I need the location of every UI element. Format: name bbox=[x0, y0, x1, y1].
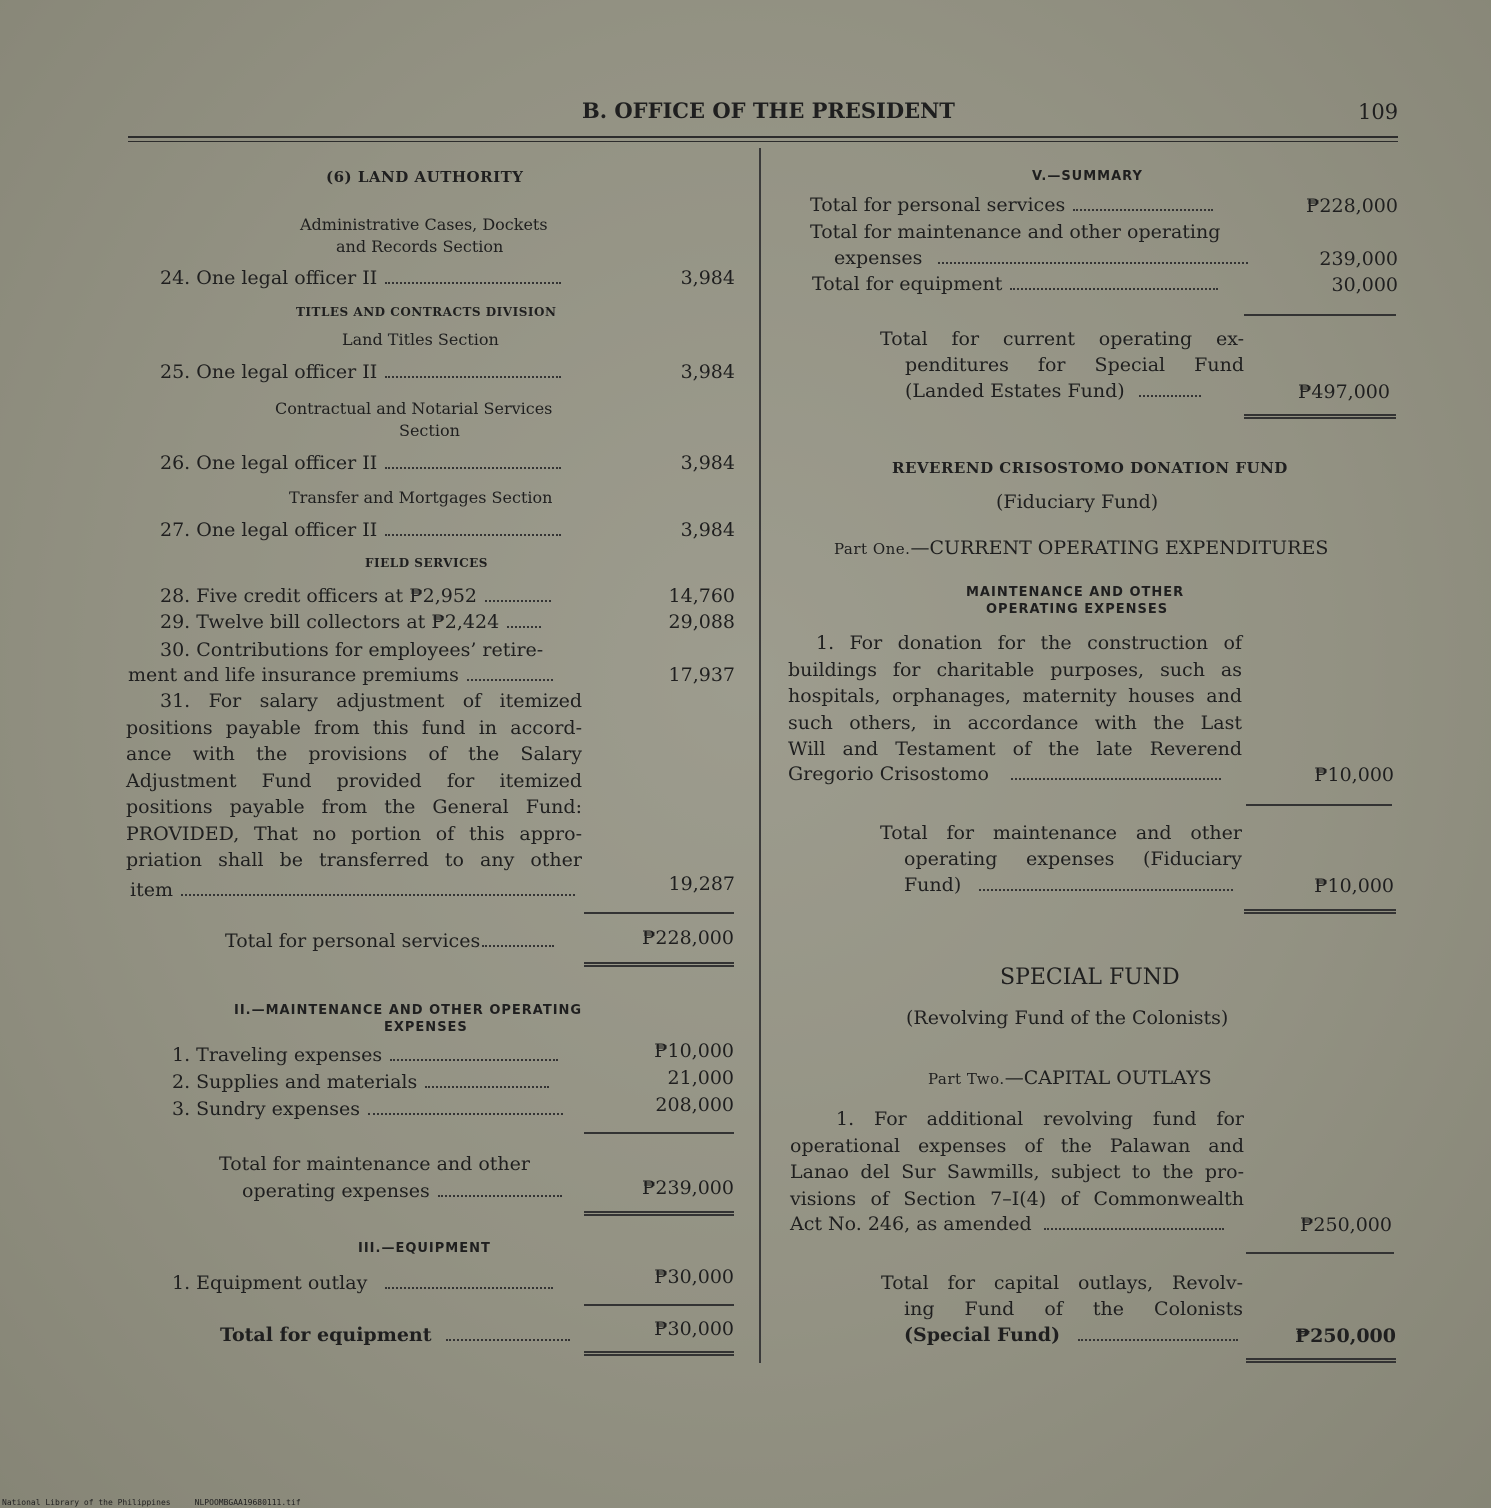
item-31-last: item bbox=[130, 879, 575, 901]
mooe-item-supplies: 2. Supplies and materials bbox=[172, 1071, 549, 1093]
division-titles-contracts: TITLES AND CONTRACTS DIVISION bbox=[296, 305, 557, 319]
item-25-amount: 3,984 bbox=[680, 361, 735, 383]
mooe-heading-cont: EXPENSES bbox=[384, 1020, 468, 1035]
subsection-admin-cases-cont: and Records Section bbox=[336, 237, 504, 256]
summary-equipment: Total for equipment bbox=[812, 273, 1218, 295]
summary-total-line1: Total for current operating ex- bbox=[880, 328, 1244, 350]
rule-before-summary-total bbox=[1244, 314, 1396, 316]
summary-personal-amount: ₱228,000 bbox=[1306, 195, 1398, 217]
special-fund-heading: SPECIAL FUND bbox=[1000, 965, 1180, 990]
total-capital-line2: ing Fund of the Colonists bbox=[904, 1298, 1243, 1320]
subsection-contractual: Contractual and Notarial Services bbox=[275, 399, 553, 418]
donation-text: 1. For donation for the construction of buildings for charitable purposes, such as hospitals, orphanages, maternity houses and such others, in accordance with the Last Will and Testament of the late Reverend bbox=[788, 632, 1242, 760]
fiduciary-mooe-heading: MAINTENANCE AND OTHER bbox=[966, 585, 1185, 600]
summary-total-line3: (Landed Estates Fund) bbox=[905, 380, 1201, 402]
donation-last: Gregorio Crisostomo bbox=[788, 763, 1221, 785]
double-rule-fiduciary bbox=[1244, 909, 1396, 914]
subsection-land-titles: Land Titles Section bbox=[342, 330, 499, 349]
mooe-item-sundry: 3. Sundry expenses bbox=[172, 1098, 563, 1120]
section-title-land-authority: (6) LAND AUTHORITY bbox=[326, 168, 524, 186]
summary-mooe-line2: expenses bbox=[834, 247, 1248, 269]
total-capital-line1: Total for capital outlays, Revolv- bbox=[881, 1272, 1243, 1294]
donation-amount: ₱10,000 bbox=[1314, 764, 1394, 786]
rule-before-total-personal bbox=[584, 912, 734, 914]
fund-subtitle-fiduciary: (Fiduciary Fund) bbox=[996, 491, 1159, 513]
total-fiduciary-line3: Fund) bbox=[904, 874, 1233, 896]
division-field-services: FIELD SERVICES bbox=[365, 556, 488, 570]
total-equipment: Total for equipment bbox=[220, 1324, 570, 1346]
subsection-transfer-mortgages: Transfer and Mortgages Section bbox=[289, 488, 553, 507]
part-two-heading: Part Two.—CAPITAL OUTLAYS bbox=[928, 1067, 1212, 1089]
item-24: 24. One legal officer II bbox=[160, 267, 561, 289]
mooe-item-supplies-amount: 21,000 bbox=[667, 1067, 734, 1089]
part-one-heading: Part One.—CURRENT OPERATING EXPENDITURES bbox=[834, 537, 1329, 559]
double-rule-equipment bbox=[584, 1351, 734, 1356]
mooe-item-sundry-amount: 208,000 bbox=[655, 1094, 734, 1116]
page-number: 109 bbox=[1358, 100, 1399, 124]
mooe-item-traveling: 1. Traveling expenses bbox=[172, 1044, 558, 1066]
item-30-amount: 17,937 bbox=[668, 664, 735, 686]
scan-caption: National Library of the Philippines NLPOOMBGAA19680111.tif bbox=[2, 1498, 301, 1507]
summary-equipment-amount: 30,000 bbox=[1331, 274, 1398, 296]
double-rule-mooe bbox=[584, 1211, 734, 1216]
item-31-amount: 19,287 bbox=[668, 873, 735, 895]
item-26-amount: 3,984 bbox=[680, 452, 735, 474]
summary-heading: V.—SUMMARY bbox=[1032, 169, 1143, 184]
subsection-admin-cases: Administrative Cases, Dockets bbox=[300, 215, 548, 234]
item-30-line2: ment and life insurance premiums bbox=[128, 664, 553, 686]
double-rule-summary bbox=[1244, 414, 1396, 419]
mooe-heading: II.—MAINTENANCE AND OTHER OPERATING bbox=[234, 1003, 583, 1018]
summary-mooe-amount: 239,000 bbox=[1319, 248, 1398, 270]
item-28: 28. Five credit officers at ₱2,952 bbox=[160, 585, 551, 607]
fiduciary-mooe-heading-cont: OPERATING EXPENSES bbox=[986, 602, 1169, 617]
subsection-contractual-cont: Section bbox=[399, 421, 460, 440]
total-mooe-amount: ₱239,000 bbox=[642, 1177, 734, 1199]
equipment-outlay: 1. Equipment outlay bbox=[172, 1272, 553, 1294]
item-28-amount: 14,760 bbox=[668, 585, 735, 607]
equipment-outlay-amount: ₱30,000 bbox=[654, 1266, 734, 1288]
revolving-text: 1. For additional revolving fund for operational expenses of the Palawan and Lanao del Sur Sawmills, subject to the pro- visions of Section 7–I(4) of Commonwealth bbox=[790, 1108, 1244, 1210]
item-27: 27. One legal officer II bbox=[160, 519, 561, 541]
total-fiduciary-line1: Total for maintenance and other bbox=[880, 822, 1242, 844]
double-rule-personal bbox=[584, 962, 734, 967]
revolving-last: Act No. 246, as amended bbox=[790, 1213, 1224, 1235]
page-title: B. OFFICE OF THE PRESIDENT bbox=[582, 98, 955, 123]
special-fund-subtitle: (Revolving Fund of the Colonists) bbox=[906, 1007, 1229, 1029]
item-26: 26. One legal officer II bbox=[160, 452, 561, 474]
total-fiduciary-line2: operating expenses (Fiduciary bbox=[904, 848, 1242, 870]
item-30-line1: 30. Contributions for employees’ retire- bbox=[160, 639, 544, 661]
rule-before-total-capital bbox=[1246, 1252, 1394, 1254]
column-divider bbox=[759, 148, 761, 1363]
total-mooe-line2: operating expenses bbox=[242, 1180, 562, 1202]
item-31-text: 31. For salary adjustment of itemized positions payable from this fund in accord- ance with the provisions of the Salary Adjustment Fund provided for itemized positions payable from the General Fund: PROVIDED, That no portion of this appro- priation shall be transferred to any other bbox=[126, 690, 582, 871]
header-rule-top bbox=[128, 136, 1398, 138]
summary-total-amount: ₱497,000 bbox=[1298, 381, 1390, 403]
header-rule-bottom bbox=[128, 141, 1398, 142]
fund-title-crisostomo: REVEREND CRISOSTOMO DONATION FUND bbox=[892, 459, 1288, 477]
double-rule-capital bbox=[1246, 1358, 1396, 1363]
total-equipment-amount: ₱30,000 bbox=[654, 1318, 734, 1340]
summary-total-line2: penditures for Special Fund bbox=[905, 354, 1244, 376]
item-24-amount: 3,984 bbox=[680, 267, 735, 289]
rule-before-total-fiduciary bbox=[1246, 804, 1392, 806]
summary-mooe-line1: Total for maintenance and other operating bbox=[810, 221, 1221, 243]
item-27-amount: 3,984 bbox=[680, 519, 735, 541]
mooe-item-traveling-amount: ₱10,000 bbox=[654, 1040, 734, 1062]
total-fiduciary-amount: ₱10,000 bbox=[1314, 875, 1394, 897]
total-capital-line3: (Special Fund) bbox=[904, 1324, 1238, 1346]
summary-personal: Total for personal services bbox=[810, 194, 1213, 216]
total-personal-services: Total for personal services bbox=[225, 930, 554, 952]
rule-before-total-equipment bbox=[584, 1304, 734, 1306]
total-mooe-line1: Total for maintenance and other bbox=[219, 1153, 530, 1175]
equipment-heading: III.—EQUIPMENT bbox=[358, 1241, 491, 1256]
item-29-amount: 29,088 bbox=[668, 611, 735, 633]
total-capital-amount: ₱250,000 bbox=[1295, 1325, 1396, 1347]
total-personal-services-amount: ₱228,000 bbox=[642, 927, 734, 949]
item-29: 29. Twelve bill collectors at ₱2,424 bbox=[160, 611, 541, 633]
item-25: 25. One legal officer II bbox=[160, 361, 561, 383]
revolving-amount: ₱250,000 bbox=[1300, 1214, 1392, 1236]
rule-before-total-mooe bbox=[584, 1132, 734, 1134]
